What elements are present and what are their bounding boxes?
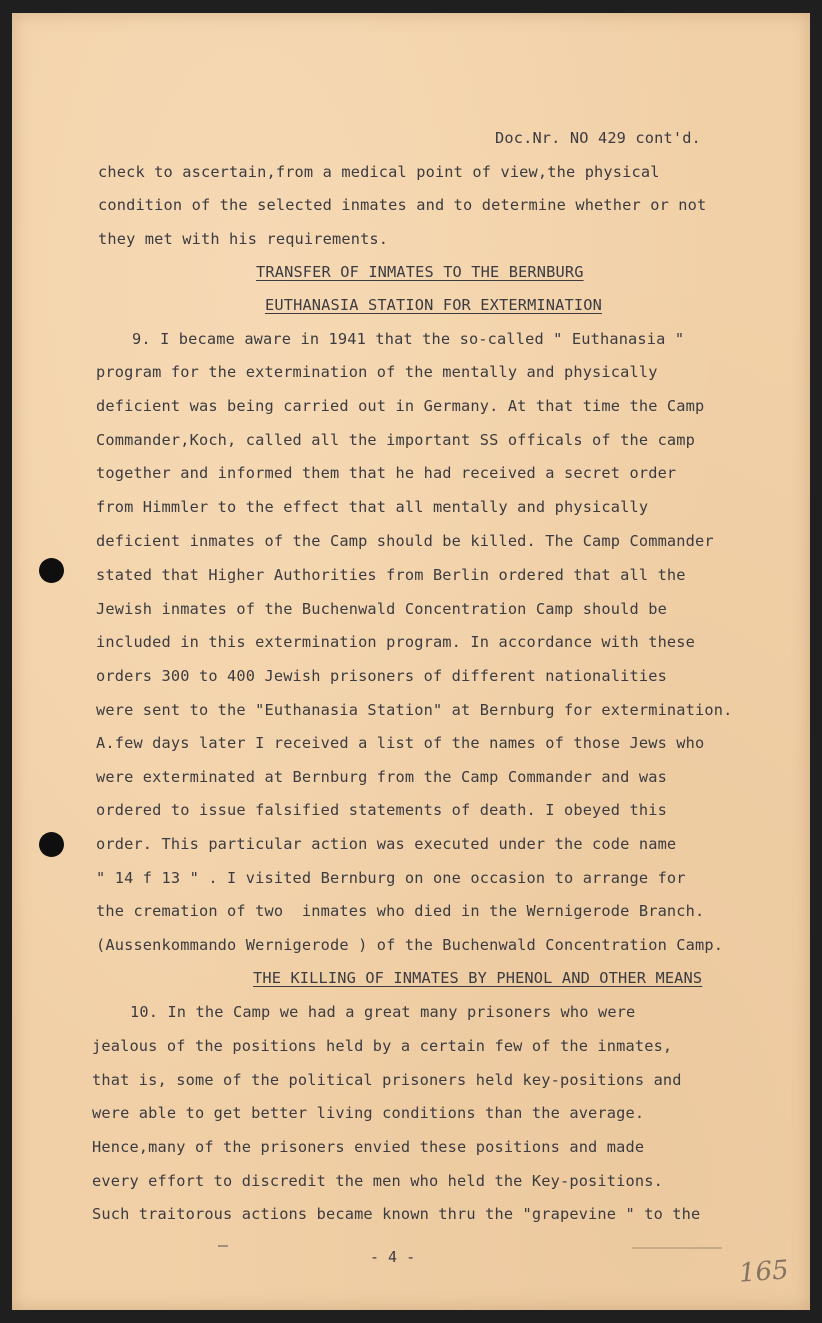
paragraph-line: that is, some of the political prisoners held key-positions and [92,1071,682,1089]
paragraph-line: 9. I became aware in 1941 that the so-called " Euthanasia " [132,330,685,348]
paragraph-line: A.few days later I received a list of the names of those Jews who [96,734,705,752]
paragraph-line: every effort to discredit the men who held the Key-positions. [92,1172,663,1190]
archive-stamp: 165 [738,1255,790,1289]
section-heading: TRANSFER OF INMATES TO THE BERNBURG [256,263,584,281]
ink-smudge [218,1245,228,1247]
paragraph-line: " 14 f 13 " . I visited Bernburg on one occasion to arrange for [96,869,686,887]
paragraph-line: stated that Higher Authorities from Berlin ordered that all the [96,566,686,584]
paragraph-line: the cremation of two inmates who died in the Wernigerode Branch. [96,902,705,920]
paragraph-line: Commander,Koch, called all the important SS officals of the camp [96,431,696,449]
section-heading: THE KILLING OF INMATES BY PHENOL AND OTHER MEANS [253,969,703,987]
text-line: condition of the selected inmates and to determine whether or not [98,196,707,214]
text-line: they met with his requirements. [98,230,389,248]
punch-hole [39,558,64,583]
paragraph-line: together and informed them that he had received a secret order [96,464,677,482]
paragraph-line: (Aussenkommando Wernigerode ) of the Buchenwald Concentration Camp. [96,936,724,954]
paragraph-line: orders 300 to 400 Jewish prisoners of different nationalities [96,667,667,685]
paragraph-line: program for the extermination of the mentally and physically [96,363,658,381]
ink-smudge [632,1247,722,1249]
page-number: - 4 - [370,1248,416,1266]
section-heading: EUTHANASIA STATION FOR EXTERMINATION [265,296,602,314]
paragraph-line: order. This particular action was executed under the code name [96,835,677,853]
paragraph-line: included in this extermination program. In accordance with these [96,633,696,651]
paragraph-line: were exterminated at Bernburg from the Camp Commander and was [96,768,667,786]
document-page [12,13,810,1310]
paragraph-line: from Himmler to the effect that all mentally and physically [96,498,649,516]
paragraph-line: Hence,many of the prisoners envied these positions and made [92,1138,645,1156]
paragraph-line: 10. In the Camp we had a great many prisoners who were [130,1003,636,1021]
paragraph-line: ordered to issue falsified statements of death. I obeyed this [96,801,667,819]
paragraph-line: were sent to the "Euthanasia Station" at Bernburg for extermination. [96,701,733,719]
paragraph-line: were able to get better living conditions than the average. [92,1104,645,1122]
punch-hole [39,832,64,857]
paragraph-line: Such traitorous actions became known thru the "grapevine " to the [92,1205,701,1223]
paragraph-line: deficient inmates of the Camp should be killed. The Camp Commander [96,532,714,550]
document-reference: Doc.Nr. NO 429 cont'd. [495,129,701,147]
paragraph-line: Jewish inmates of the Buchenwald Concentration Camp should be [96,600,667,618]
paragraph-line: jealous of the positions held by a certain few of the inmates, [92,1037,673,1055]
paragraph-line: deficient was being carried out in Germany. At that time the Camp [96,397,705,415]
text-line: check to ascertain,from a medical point of view,the physical [98,163,660,181]
